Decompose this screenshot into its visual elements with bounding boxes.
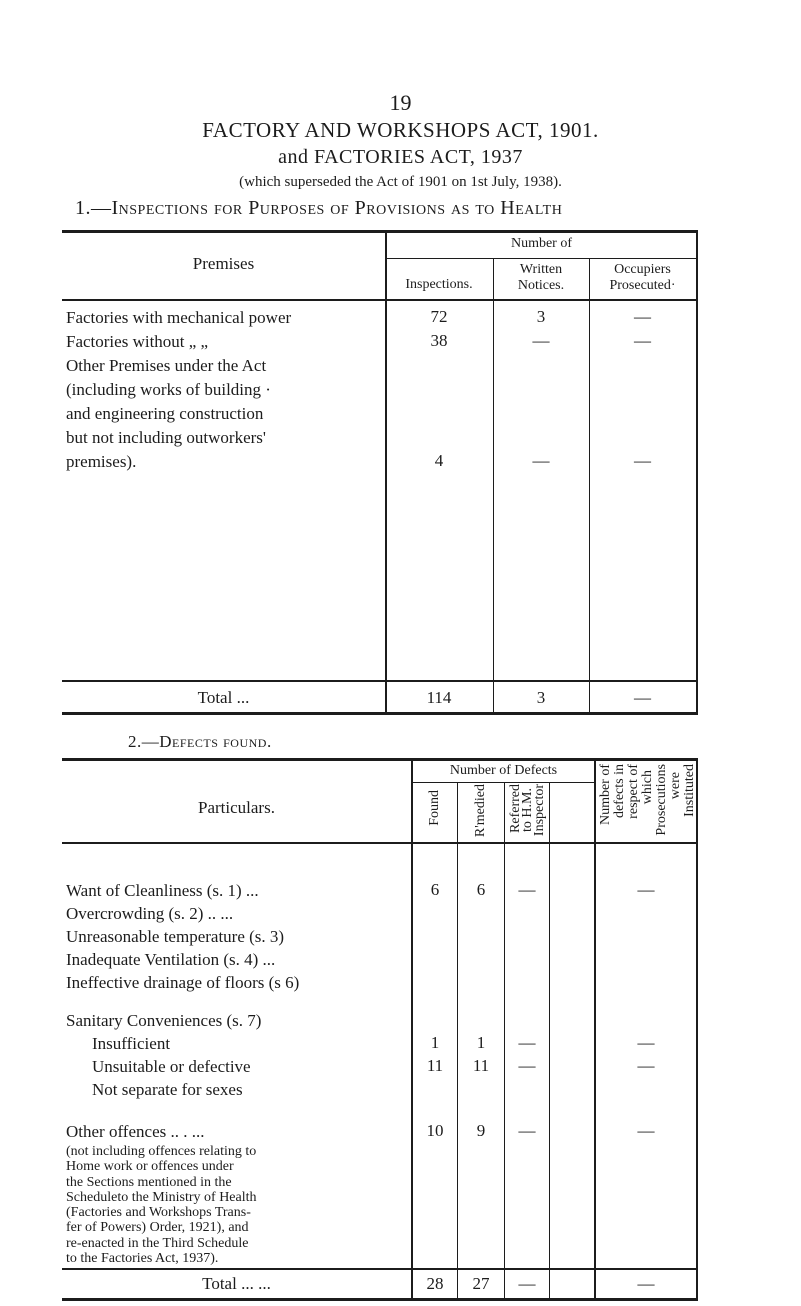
total-referred: —	[518, 1274, 536, 1293]
other-note-line: (not including offences relating to	[66, 1144, 257, 1159]
col-prosecutions-2: defects in	[612, 764, 627, 819]
row-label: Factories without „ „	[66, 332, 209, 351]
col-found: Found	[427, 790, 442, 826]
col-written-2: Notices.	[517, 278, 565, 293]
col-particulars: Particulars.	[198, 798, 275, 817]
total-label: Total ...	[197, 688, 250, 707]
other-note-line: Scheduleto the Ministry of Health	[66, 1189, 257, 1205]
total-found: 28	[426, 1274, 444, 1293]
inspections-value: 72	[430, 307, 448, 326]
row-label: Overcrowding (s. 2) .. ...	[66, 904, 234, 923]
found-value: 11	[426, 1056, 444, 1075]
col-prosecutions-6: were	[668, 772, 683, 800]
col-prosecutions-1: Number of	[598, 764, 613, 826]
title-line-3: (which superseded the Act of 1901 on 1st July, 1938).	[239, 174, 562, 190]
col-remedied: R'medied	[473, 784, 488, 838]
total-label: Total ... ...	[202, 1274, 271, 1293]
row-label-line: (including works of building ·	[66, 380, 271, 399]
notices-value: —	[532, 331, 550, 350]
sanitary-heading: Sanitary Conveniences (s. 7)	[66, 1011, 262, 1030]
row-label: Ineffective drainage of floors (s 6)	[66, 973, 300, 992]
col-referred-2: to H.M.	[520, 788, 535, 832]
other-note-line: Home work or offences under	[66, 1159, 234, 1175]
col-prosecutions-7: Instituted	[682, 764, 697, 817]
row-label-line: Other Premises under the Act	[66, 356, 267, 375]
row-label: Not separate for sexes	[92, 1080, 243, 1099]
col-prosecutions-5: Prosecutions	[654, 764, 669, 836]
other-referred: —	[518, 1121, 536, 1140]
referred-value: —	[518, 880, 536, 899]
section2-heading: 2.—Defects found.	[128, 732, 272, 751]
row-label: Unsuitable or defective	[92, 1057, 251, 1076]
section1-heading: 1.—Inspections for Purposes of Provisions as to Health	[75, 197, 563, 219]
notices-value: 3	[536, 307, 546, 326]
total-remedied: 27	[472, 1274, 490, 1293]
total-prosecuted: —	[634, 688, 651, 707]
referred-value: —	[518, 1033, 536, 1052]
referred-value: —	[518, 1056, 536, 1075]
title-line-1: FACTORY AND WORKSHOPS ACT, 1901.	[202, 118, 599, 142]
prosecuted-value: —	[634, 331, 651, 350]
row-label-line: but not including outworkers'	[66, 428, 266, 447]
col-occupiers-2: Prosecuted·	[609, 278, 676, 293]
col-referred-3: Inspector	[532, 784, 547, 837]
col-referred-1: Referred	[508, 784, 523, 833]
total-inspections: 114	[426, 688, 452, 707]
prosecutions-value: —	[637, 1056, 655, 1075]
other-note-line: (Factories and Workshops Trans-	[66, 1205, 251, 1220]
notices-value: —	[532, 451, 550, 470]
col-number-of-defects: Number of Defects	[449, 763, 558, 778]
remedied-value: 6	[476, 880, 486, 899]
row-label: Insufficient	[92, 1034, 171, 1053]
col-premises: Premises	[192, 254, 255, 273]
page-number: 19	[389, 90, 412, 115]
prosecutions-value: —	[637, 880, 655, 899]
other-note-line: the Sections mentioned in the	[66, 1174, 232, 1190]
col-number-of: Number of	[510, 236, 573, 251]
col-written-1: Written	[519, 262, 563, 277]
prosecuted-value: —	[634, 307, 651, 326]
row-label: Unreasonable temperature (s. 3)	[66, 927, 285, 946]
remedied-value: 1	[476, 1033, 486, 1052]
prosecuted-value: —	[634, 451, 651, 470]
other-prosecutions: —	[637, 1121, 655, 1140]
remedied-value: 11	[472, 1056, 490, 1075]
col-prosecutions-3: respect of	[626, 764, 641, 819]
other-label: Other offences .. . ...	[66, 1122, 205, 1141]
inspections-value: 4	[434, 451, 444, 470]
title-line-2: and FACTORIES ACT, 1937	[278, 146, 523, 168]
row-label: Want of Cleanliness (s. 1) ...	[66, 881, 259, 900]
row-label-line: and engineering construction	[66, 404, 264, 423]
other-note-line: re-enacted in the Third Schedule	[66, 1235, 249, 1251]
col-inspections: Inspections.	[405, 277, 473, 292]
other-note-line: fer of Powers) Order, 1921), and	[66, 1220, 249, 1236]
total-notices: 3	[536, 688, 546, 707]
col-occupiers-1: Occupiers	[614, 262, 671, 277]
found-value: 6	[430, 880, 440, 899]
other-note-line: to the Factories Act, 1937).	[66, 1250, 219, 1266]
prosecutions-value: —	[637, 1033, 655, 1052]
inspections-value: 38	[430, 331, 448, 350]
other-found: 10	[426, 1121, 444, 1140]
other-remedied: 9	[476, 1121, 486, 1140]
found-value: 1	[430, 1033, 440, 1052]
total-prosecutions: —	[637, 1274, 655, 1293]
row-label: Inadequate Ventilation (s. 4) ...	[66, 950, 276, 969]
row-label-line: premises).	[66, 452, 137, 471]
col-prosecutions-4: which	[640, 770, 655, 805]
row-label: Factories with mechanical power	[66, 308, 292, 327]
